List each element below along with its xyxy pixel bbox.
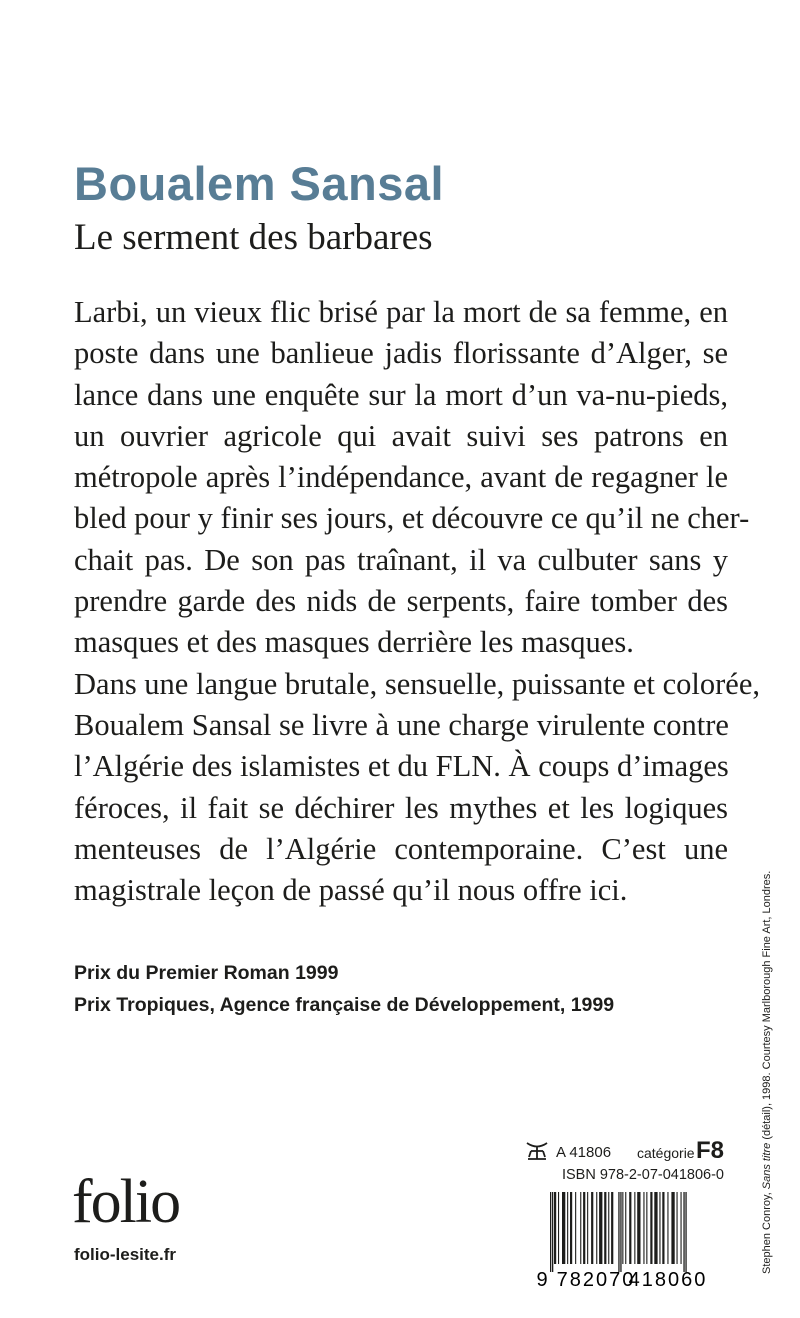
author-name: Boualem Sansal bbox=[74, 157, 445, 210]
barcode-bar bbox=[587, 1192, 588, 1264]
barcode-bar bbox=[634, 1192, 635, 1264]
barcode-bar bbox=[575, 1192, 576, 1264]
barcode-bar bbox=[604, 1192, 606, 1264]
barcode-left-digits: 782070 bbox=[556, 1269, 636, 1290]
publisher-website[interactable]: folio-lesite.fr bbox=[74, 1245, 177, 1264]
barcode-bar bbox=[591, 1192, 593, 1264]
blurb-line: magistrale leçon de passé qu’il nous offre ici. bbox=[74, 873, 628, 908]
barcode-bar bbox=[681, 1192, 682, 1264]
barcode-bars bbox=[550, 1192, 687, 1272]
barcode-bar bbox=[667, 1192, 668, 1264]
category-value: F8 bbox=[696, 1137, 725, 1164]
blurb-line: métropole après l’indépendance, avant de regagner le bbox=[74, 460, 728, 495]
barcode-guard bbox=[620, 1192, 621, 1272]
prizes-list bbox=[74, 957, 614, 1021]
cover-credit bbox=[760, 871, 774, 1274]
blurb-line: lance dans une enquête sur la mort d’un va-nu-pieds, bbox=[74, 377, 728, 412]
barcode-bar bbox=[650, 1192, 652, 1264]
product-code: A 41806 bbox=[556, 1144, 612, 1161]
product-code-row bbox=[524, 1137, 724, 1169]
blurb-line: Dans une langue brutale, sensuelle, puissante et colorée, bbox=[74, 666, 761, 701]
barcode-bar bbox=[637, 1192, 640, 1264]
prize-item: Prix Tropiques, Agence française de Développement, 1999 bbox=[74, 994, 615, 1016]
blurb-line: prendre garde des nids de serpents, faire tomber des bbox=[74, 584, 728, 619]
blurb bbox=[74, 292, 761, 911]
barcode-bar bbox=[662, 1192, 664, 1264]
blurb-line: Larbi, un vieux flic brisé par la mort de sa femme, en bbox=[74, 295, 728, 329]
barcode-bar bbox=[567, 1192, 568, 1264]
blurb-line: masques et des masques derrière les masques. bbox=[74, 625, 634, 660]
barcode-bar bbox=[629, 1192, 631, 1264]
barcode-bar bbox=[608, 1192, 609, 1264]
barcode-right-digits: 418060 bbox=[628, 1269, 708, 1290]
barcode-bar bbox=[677, 1192, 678, 1264]
barcode-bar bbox=[659, 1192, 660, 1264]
barcode-bar bbox=[671, 1192, 674, 1264]
blurb-line: un ouvrier agricole qui avait suivi ses patrons en bbox=[74, 418, 728, 453]
barcode-guard bbox=[618, 1192, 619, 1272]
barcode-bar bbox=[625, 1192, 626, 1264]
blurb-line: chait pas. De son pas traînant, il va culbuter sans y bbox=[74, 542, 728, 577]
barcode-bar bbox=[611, 1192, 613, 1264]
credit-work: Sans titre bbox=[761, 1142, 773, 1190]
blurb-line: bled pour y finir ses jours, et découvre ce qu’il ne cher- bbox=[74, 501, 750, 536]
barcode-bar bbox=[646, 1192, 647, 1264]
barcode-first-digit: 9 bbox=[536, 1269, 548, 1290]
barcode-bar bbox=[643, 1192, 644, 1264]
prize-item: Prix du Premier Roman 1999 bbox=[74, 962, 339, 984]
barcode-bar bbox=[599, 1192, 602, 1264]
barcode-bar bbox=[622, 1192, 623, 1264]
barcode-bar bbox=[570, 1192, 572, 1264]
isbn: ISBN 978-2-07-041806-0 bbox=[561, 1167, 724, 1183]
gallimard-icon bbox=[524, 1141, 550, 1161]
barcode-bar bbox=[554, 1192, 556, 1264]
barcode-bar bbox=[562, 1192, 565, 1264]
category-label: catégorie bbox=[637, 1145, 695, 1161]
blurb-line: menteuses de l’Algérie contemporaine. C’est une bbox=[74, 831, 728, 866]
blurb-line: poste dans une banlieue jadis florissante d’Alger, se bbox=[74, 336, 728, 371]
book-title: Le serment des barbares bbox=[74, 217, 433, 258]
barcode-bar bbox=[558, 1192, 559, 1264]
blurb-line: féroces, il fait se déchirer les mythes et les logiques bbox=[74, 790, 728, 825]
barcode-guard bbox=[685, 1192, 686, 1272]
barcode-bar bbox=[596, 1192, 597, 1264]
credit-suffix: (détail), 1998. Courtesy Marlborough Fine Art, Londres. bbox=[761, 870, 773, 1143]
credit-prefix: Stephen Conroy, bbox=[761, 1189, 773, 1274]
barcode-guard bbox=[550, 1192, 551, 1272]
barcode-bar bbox=[654, 1192, 657, 1264]
blurb-line: l’Algérie des islamistes et du FLN. À coups d’images bbox=[74, 749, 729, 784]
barcode bbox=[536, 1190, 726, 1290]
barcode-bar bbox=[580, 1192, 581, 1264]
barcode-bar bbox=[583, 1192, 585, 1264]
barcode-guard bbox=[552, 1192, 553, 1272]
blurb-line: Boualem Sansal se livre à une charge virulente contre bbox=[74, 707, 729, 742]
folio-logo: folio bbox=[72, 1168, 180, 1236]
barcode-guard bbox=[683, 1192, 684, 1272]
